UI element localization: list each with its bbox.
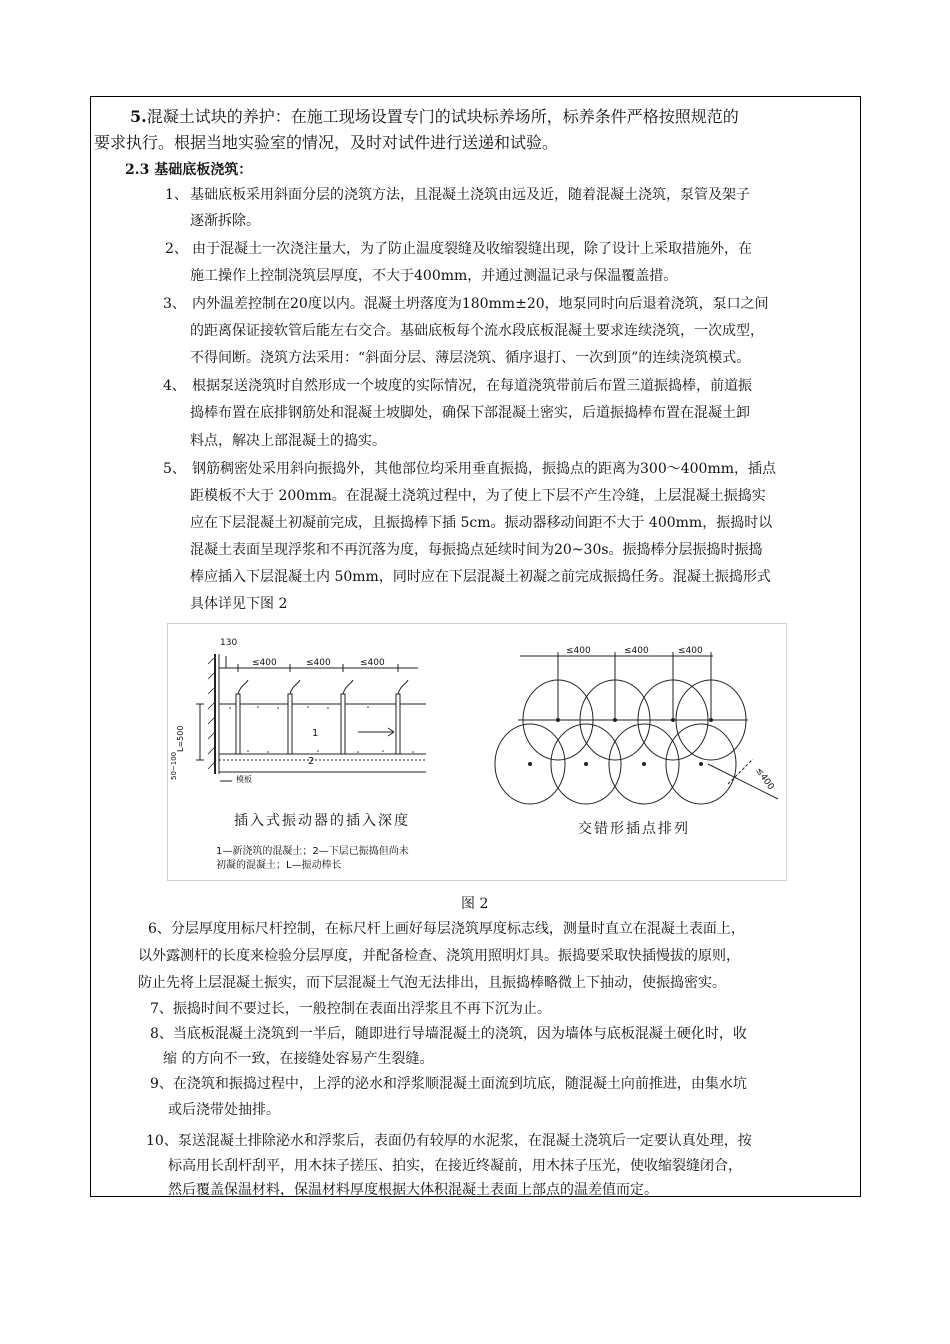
item5-line2: 距模板不大于 200mm。在混凝土浇筑过程中，为了使上下层不产生冷缝，上层混凝土振捣实 — [190, 488, 766, 504]
item8-line1: 8、当底板混凝土浇筑到一半后，随即进行导墙混凝土的浇筑，因为墙体与底板混凝土硬化时，收 — [150, 1026, 747, 1042]
section5-text1: 混凝土试块的养护：在施工现场设置专门的试块标养场所，标养条件严格按照规范的 — [146, 107, 739, 126]
formwork-label: 模板 — [236, 775, 252, 784]
left-diagram-note1: 1—新浇筑的混凝土；2—下层已振捣但尚未 — [216, 846, 409, 857]
item3-line1: 内外温差控制在20度以内。混凝土坍落度为180mm±20，地泵同时向后退着浇筑，泵口之间 — [192, 296, 769, 312]
item4-line2: 捣棒布置在底排钢筋处和混凝土坡脚处，确保下部混凝土密实，后道振捣棒布置在混凝土卸 — [190, 405, 750, 421]
item3-line2: 的距离保证接软管后能左右交合。基础底板每个流水段底板混凝土要求连续浇筑，一次成型， — [190, 323, 764, 339]
item10-line1: 10、泵送混凝土排除泌水和浮浆后，表面仍有较厚的水泥浆，在混凝土浇筑后一定要认真处理，按 — [146, 1133, 752, 1149]
dim-400-right-3: ≤400 — [678, 646, 703, 656]
item1-number: 1、 — [165, 187, 188, 203]
item6-line2: 以外露测杆的长度来检验分层厚度，并配备检查、浇筑用照明灯具。振捣要采取快插慢拔的原则， — [138, 948, 740, 964]
section5-line2: 要求执行。根据当地实验室的情况，及时对试件进行送递和试验。 — [94, 133, 559, 152]
dim-400-label-3: ≤400 — [360, 658, 385, 668]
layer-1-label: 1 — [312, 728, 319, 739]
dim-50-label: 50~100 — [170, 751, 178, 780]
item10-line2: 标高用长刮杆刮平，用木抹子搓压、拍实，在接近终凝前，用木抹子压光，使收缩裂缝闭合， — [168, 1158, 742, 1174]
right-diagram-title: 交错形插点排列 — [578, 821, 690, 837]
figure-caption: 图 2 — [461, 896, 489, 912]
item5-number: 5、 — [163, 461, 186, 477]
section23-number: 2.3 — [125, 162, 150, 178]
dim-400-label-2: ≤400 — [306, 658, 331, 668]
item8-line2: 缩 的方向不一致，在接缝处容易产生裂缝。 — [163, 1051, 434, 1067]
layer-2-label: 2 — [308, 756, 315, 767]
dim-400-diagonal: ≤400 — [753, 766, 776, 792]
section23-heading — [125, 159, 252, 179]
item7-line1: 7、振捣时间不要过长，一般控制在表面出浮浆且不再下沉为止。 — [150, 1001, 551, 1017]
item4-line1: 根据泵送浇筑时自然形成一个坡度的实际情况，在每道浇筑带前后布置三道振捣棒，前道振 — [192, 378, 752, 394]
item4-number: 4、 — [163, 378, 186, 394]
item4-line3: 料点，解决上部混凝土的捣实。 — [190, 433, 386, 449]
item3-number: 3、 — [163, 296, 186, 312]
item9-line2: 或后浇带处抽排。 — [168, 1102, 280, 1118]
item2-line1: 由于混凝土一次浇注量大，为了防止温度裂缝及收缩裂缝出现，除了设计上采取措施外，在 — [192, 241, 752, 257]
item2-number: 2、 — [165, 241, 188, 257]
item3-line3: 不得间断。浇筑方法采用：“斜面分层、薄层浇筑、循序退打、一次到顶”的连续浇筑模式。 — [190, 350, 751, 366]
item5-line4: 混凝土表面呈现浮浆和不再沉落为度，每振捣点延续时间为20~30s。振捣棒分层振捣时振捣 — [190, 542, 763, 558]
item2-line2: 施工操作上控制浇筑层厚度，不大于400mm，并通过测温记录与保温覆盖措。 — [190, 268, 678, 284]
item1-line1: 基础底板采用斜面分层的浇筑方法，且混凝土浇筑由远及近，随着混凝土浇筑，泵管及架子 — [190, 187, 750, 203]
item5-line3: 应在下层混凝土初凝前完成，且振捣棒下插 5cm。振动器移动间距不大于 400mm，振捣时以 — [190, 515, 773, 531]
section23-title: 基础底板浇筑： — [154, 162, 253, 178]
left-diagram-title: 插入式振动器的插入深度 — [234, 813, 410, 829]
dim-400-right-1: ≤400 — [566, 646, 591, 656]
dim-L-label: L=500 — [176, 725, 185, 752]
left-diagram-note2: 初凝的混凝土；L—振动棒长 — [216, 860, 342, 871]
item6-line3: 防止先将上层混凝土振实，而下层混凝土气泡无法排出，且振捣棒略微上下抽动，使振捣密实。 — [138, 975, 726, 991]
section5-number: 5. — [130, 107, 147, 126]
item5-line1: 钢筋稠密处采用斜向振捣外，其他部位均采用垂直振捣，振捣点的距离为300～400mm，插点 — [192, 461, 776, 477]
item5-line6: 具体详见下图 2 — [190, 596, 288, 612]
dim-130-label: 130 — [220, 638, 238, 648]
section5-line1 — [130, 104, 739, 127]
item6-line1: 6、分层厚度用标尺杆控制，在标尺杆上画好每层浇筑厚度标志线，测量时直立在混凝土表面上， — [148, 921, 745, 937]
dim-400-right-2: ≤400 — [624, 646, 649, 656]
item9-line1: 9、在浇筑和振捣过程中，上浮的泌水和浮浆顺混凝土面流到坑底，随混凝土向前推进，由集水坑 — [150, 1076, 747, 1092]
item1-line2: 逐渐拆除。 — [190, 213, 260, 229]
vibration-figure — [167, 623, 787, 881]
item5-line5: 棒应插入下层混凝土内 50mm，同时应在下层混凝土初凝之前完成振捣任务。混凝土振捣形式 — [190, 569, 771, 585]
dim-400-label-1: ≤400 — [252, 658, 277, 668]
item10-line3: 然后覆盖保温材料，保温材料厚度根据大体积混凝土表面上部点的温差值而定。 — [168, 1182, 658, 1198]
